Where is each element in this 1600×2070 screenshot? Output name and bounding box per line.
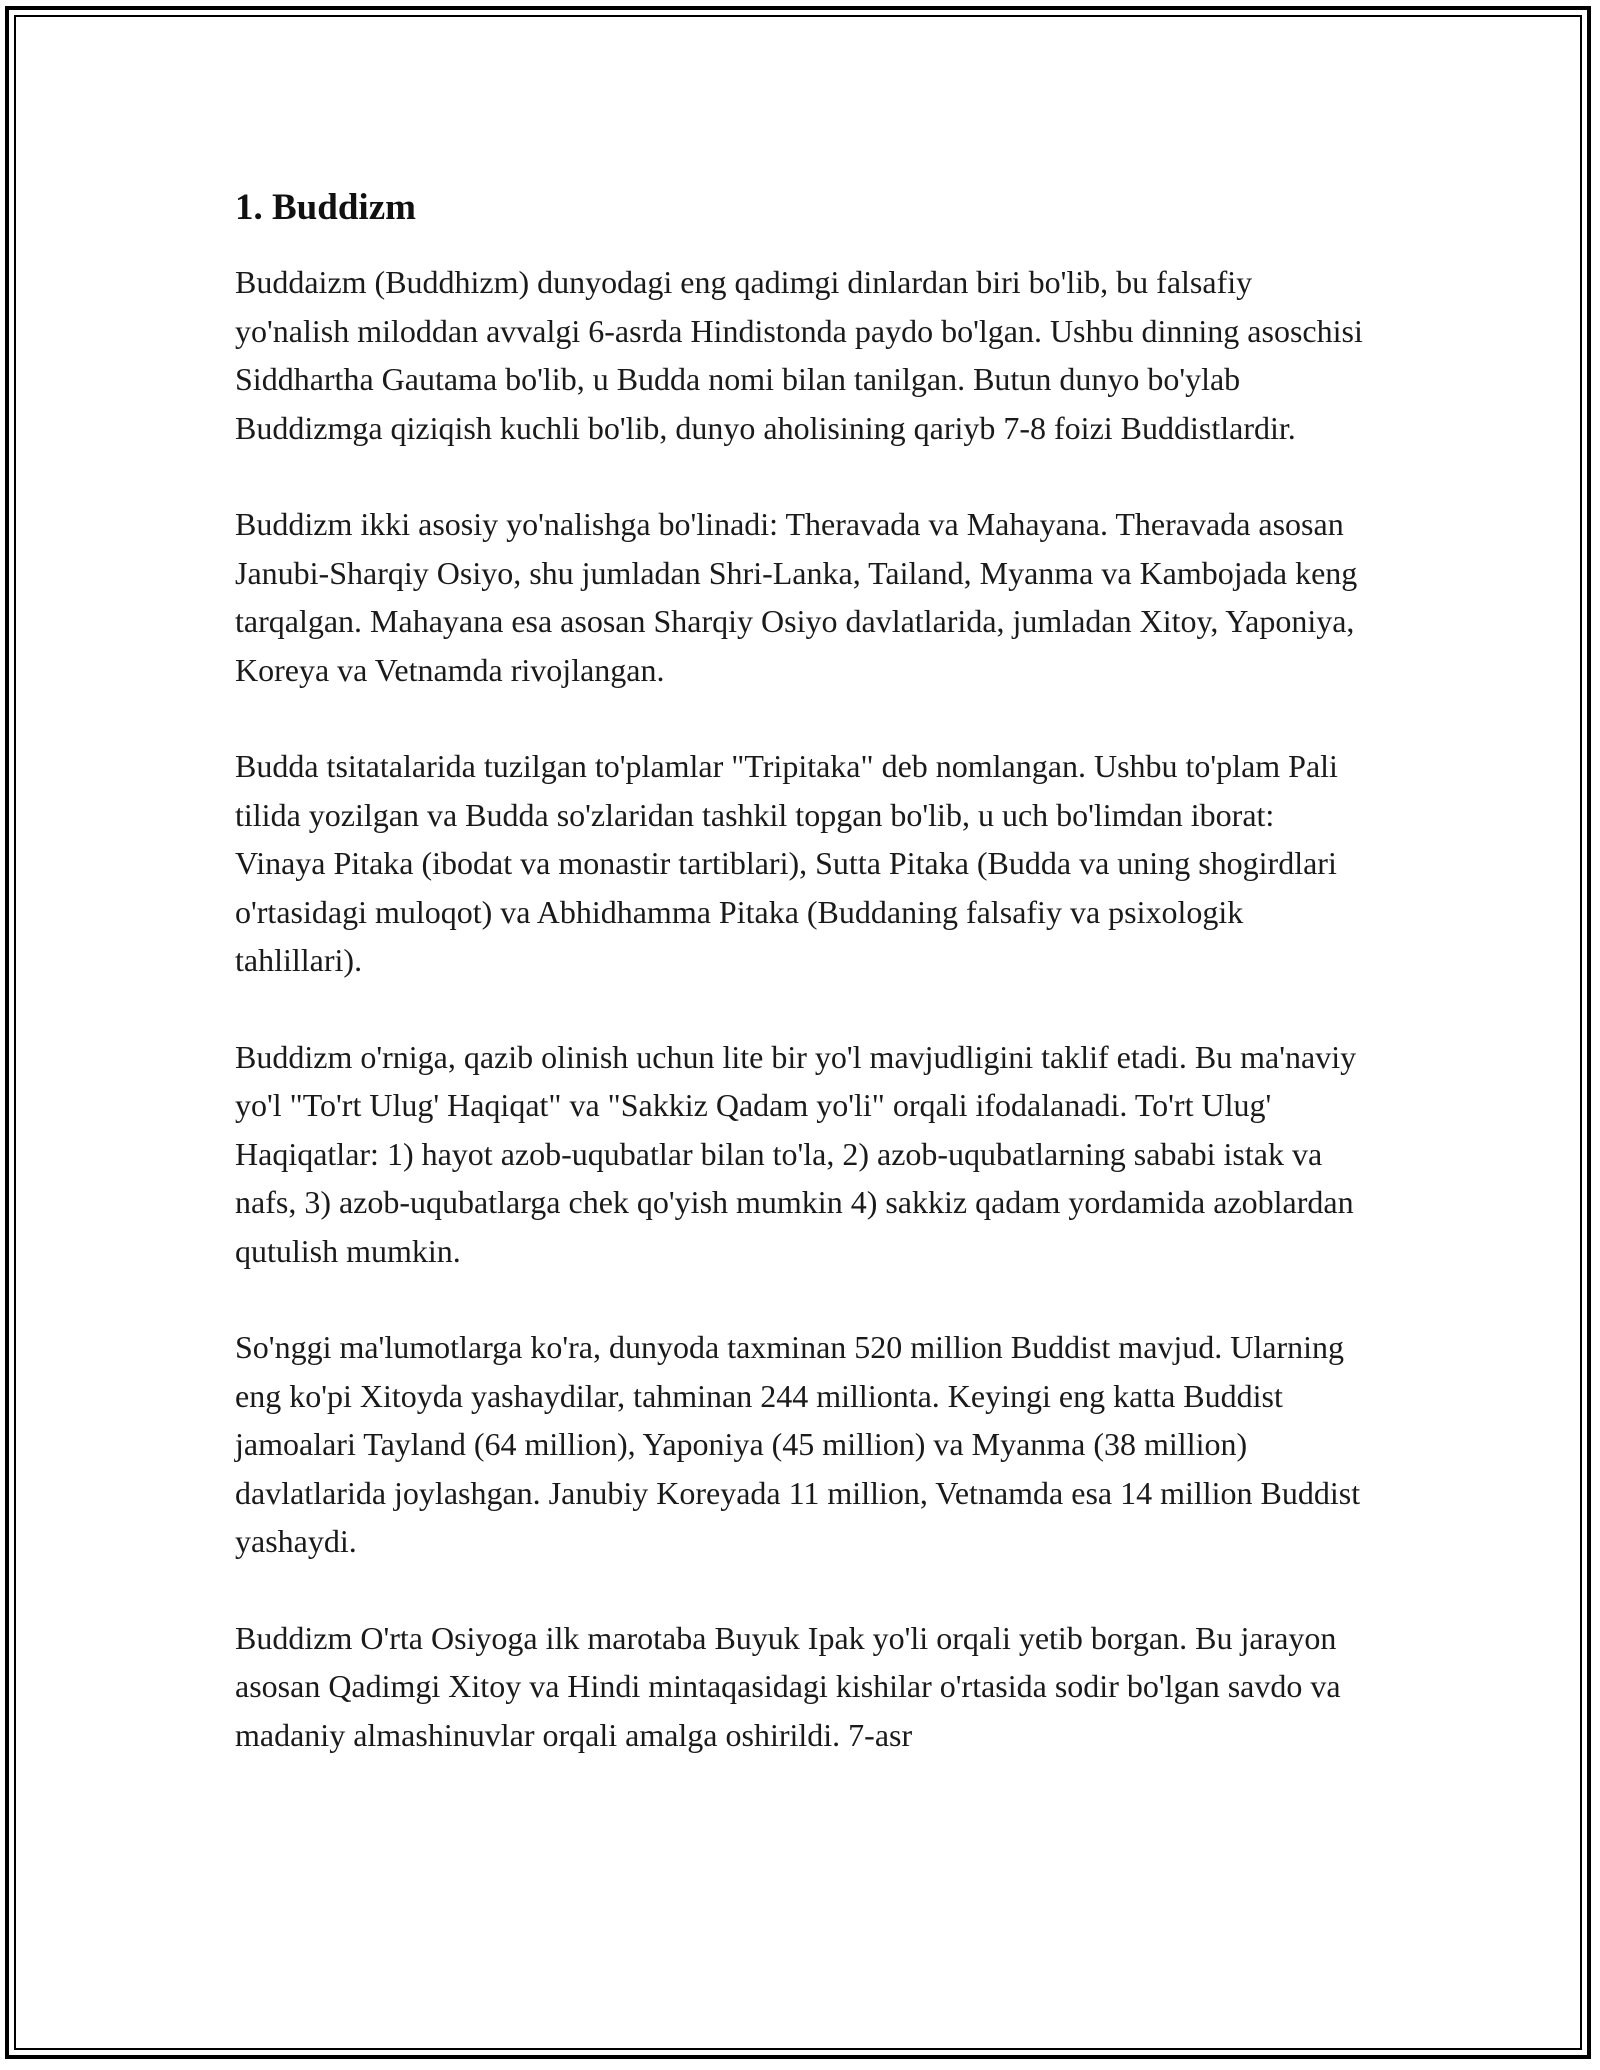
paragraph-intro: Buddaizm (Buddhizm) dunyodagi eng qadimgi dinlardan biri bo'lib, bu falsafiy yo'nalish miloddan avvalgi 6-asrda Hindistonda paydo bo'lgan. Ushbu dinning asoschisi Siddhartha Gautama bo'lib, u Budda nomi bilan tanilgan. Butun dunyo bo'ylab Buddizmga qiziqish kuchli bo'lib, dunyo aholisining qariyb 7-8 foizi Buddistlardir. [235,264,1363,446]
paragraph-statistics: So'nggi ma'lumotlarga ko'ra, dunyoda taxminan 520 million Buddist mavjud. Ularning eng ko'pi Xitoyda yashaydilar, tahminan 244 millionta. Keyingi eng katta Buddist jamoalari Tayland (64 million), Yaponiya (45 million) va Myanma (38 million) davlatlarida joylashgan. Janubiy Koreyada 11 million, Vetnamda esa 14 million Buddist yashaydi. [235,1329,1361,1560]
paragraph-four-truths: Buddizm o'rniga, qazib olinish uchun lite bir yo'l mavjudligini taklif etadi. Bu ma'naviy yo'l "To'rt Ulug' Haqiqat" va "Sakkiz Qadam yo'li" orqali ifodalanadi. To'rt Ulug' Haqiqatlar: 1) hayot azob-uqubatlar bilan to'la, 2) azob-uqubatlarning sababi istak va nafs, 3) azob-uqubatlarga chek qo'yish mumkin 4) sakkiz qadam yordamida azoblardan qutulish mumkin. [235,1038,1357,1269]
paragraph-branches: Buddizm ikki asosiy yo'nalishga bo'linadi: Theravada va Mahayana. Theravada asosan Janubi-Sharqiy Osiyo, shu jumladan Shri-Lanka, Tailand, Myanma va Kambojada keng tarqalgan. Mahayana esa asosan Sharqiy Osiyo davlatlarida, jumladan Xitoy, Yaponiya, Koreya va Vetnamda rivojlangan. [235,506,1358,688]
paragraph-central-asia: Buddizm O'rta Osiyoga ilk marotaba Buyuk Ipak yo'li orqali yetib borgan. Bu jarayon asosan Qadimgi Xitoy va Hindi mintaqasidagi kishilar o'rtasida sodir bo'lgan savdo va madaniy almashinuvlar orqali amalga oshirildi. 7-asr [235,1619,1341,1753]
paragraph-tripitaka: Budda tsitatalarida tuzilgan to'plamlar "Tripitaka" deb nomlangan. Ushbu to'plam Pali tilida yozilgan va Budda so'zlaridan tashkil topgan bo'lib, u uch bo'limdan iborat: Vinaya Pitaka (ibodat va monastir tartiblari), Sutta Pitaka (Budda va uning shogirdlari o'rtasidagi muloqot) va Abhidhamma Pitaka (Buddaning falsafiy va psixologik tahlillari). [235,748,1338,979]
document-page [235,186,1365,1807]
section-heading: 1. Buddizm [235,187,416,228]
